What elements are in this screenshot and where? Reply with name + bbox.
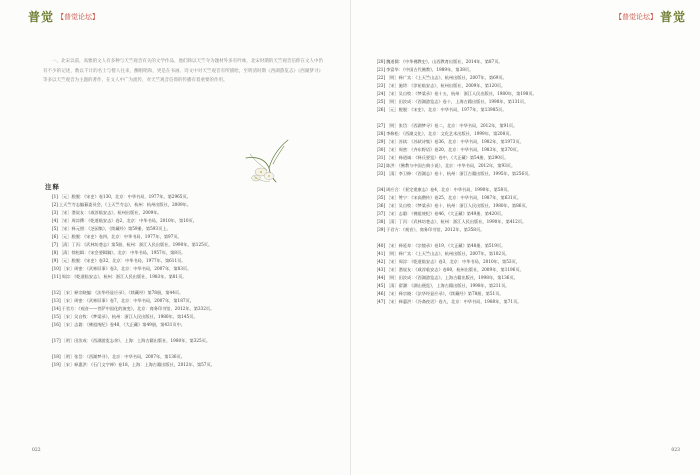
footnote-text: ［明］释广宾：《上天竺山志》，杭州出版社，2007年，第102页。 <box>386 251 510 257</box>
footnote-ref: [43] <box>376 267 386 273</box>
footnote-ref: [20] <box>376 59 386 64</box>
footnote-text: ［宋］释宗晓：《法华经显应录》，《续藏经》第78册，第51页。 <box>386 291 504 297</box>
footnote-item <box>377 122 677 130</box>
footnote-ref: [24] <box>376 91 386 97</box>
footnote-text: 周应合：《景定建康志》卷4，北京：中华书局，1990年，第58页。 <box>386 187 512 193</box>
footnote-ref: [4] <box>52 218 58 224</box>
footnote-ref: [41] <box>376 251 386 257</box>
footnote-item <box>52 273 330 289</box>
footnote-text: ［明］张岱：《西湖梦寻》，北京：中华书局，2007年，第136页。 <box>61 354 185 360</box>
footnote-item <box>377 146 677 154</box>
footnote-text: ［宋］苏轼：《苏轼诗集》卷36，北京：中华书局，1982年，第1973页。 <box>386 139 524 145</box>
footnote-text: ［元］脱脱：《宋史》卷130，北京：中华书局，1977年，第2965页。 <box>58 194 191 199</box>
journal-logo: 普觉 <box>28 10 55 24</box>
footnote-text: ［宋］释惠洪：《石门文字禅》卷18，上海：上海古籍出版社，2012年，第57页。 <box>61 362 215 368</box>
footnote-ref: [31] <box>376 155 386 161</box>
footnote-ref: [34] <box>376 187 386 193</box>
footnote-ref: [12] <box>52 290 61 296</box>
footnote-ref: [18] <box>52 354 61 360</box>
footnote-item <box>52 305 330 313</box>
footnote-text: ［清］徐松辑：《宋会要辑稿》，北京：中华书局，1957年，第8页。 <box>58 250 186 256</box>
footnote-item <box>377 226 677 242</box>
footnote-item <box>377 170 677 186</box>
footnote-text: ［清］丁丙：《武林坊巷志》，杭州：浙江人民出版社，1990年，第412页。 <box>386 219 527 225</box>
footnote-item <box>52 297 330 305</box>
footnote-item <box>377 106 677 122</box>
footnote-text: ［宋］吴自牧：《梦粱录》，杭州：浙江人民出版社，1980年，第145页。 <box>61 314 198 320</box>
footnote-ref: [29] <box>376 139 386 145</box>
footnote-text: ［明］张岱：《西湖梦寻》卷二，北京：中华书局，2012年，第91页。 <box>386 123 518 129</box>
footnote-item <box>52 225 330 233</box>
footnote-item <box>52 209 330 217</box>
footnote-text: ［宋］施谔：《淳祐临安志》，杭州出版社，2009年，第120页。 <box>386 83 506 89</box>
right-page <box>351 0 700 475</box>
footnote-item <box>52 201 330 209</box>
footnote-text: ［宋］周淙撰：《乾道临安志》卷2，北京：中华书局，2010年，第10页。 <box>58 218 197 224</box>
footnote-ref: [5] <box>52 226 58 232</box>
page-header-right <box>612 8 686 25</box>
footnote-ref: [16] <box>52 322 61 328</box>
footnote-item <box>52 193 330 201</box>
footnote-text: ［宋］周淙：《乾道临安志》卷3，北京：中华书局，2010年，第53页。 <box>386 259 520 265</box>
footnote-text: ［元］脱脱：《宋史》，北京：中华书局，1977年，第13985页。 <box>386 107 507 113</box>
footnote-text: 上天竺寺志编纂委员会，《上天竺寺志》，杭州：杭州出版社，2009年。 <box>58 202 192 208</box>
footnote-item <box>377 194 677 202</box>
footnote-item <box>377 162 677 170</box>
footnote-text: 陈洪：《佛教与中国古典小说》，北京：中华书局，2012年，第93页。 <box>386 163 516 169</box>
page-number-left: 022 <box>32 448 41 453</box>
section-tag: 【普觉论坛】 <box>57 12 100 21</box>
footnote-ref: [38] <box>376 219 386 225</box>
footnote-text: 李富华：《中国古代佛教》，1989年，第38页。 <box>386 67 474 73</box>
footnote-item <box>52 265 330 273</box>
footnote-text: ［宋］释元照：《芝园集》，《续藏经》第59册，第593页上。 <box>58 226 171 232</box>
footnote-item <box>52 241 330 249</box>
footnote-item <box>52 321 330 337</box>
footnote-item <box>377 274 677 282</box>
footnote-ref: [10] <box>52 266 61 272</box>
footnote-ref: [46] <box>376 291 386 297</box>
footnote-ref: [32] <box>376 163 386 169</box>
footnote-item <box>377 242 677 250</box>
page-header-left <box>28 8 102 25</box>
footnote-item <box>377 74 677 82</box>
footnote-ref: [6] <box>52 234 58 240</box>
footnote-text: ［宋］潜说友：《咸淳临安志》卷80，杭州出版社，2009年，第1196页。 <box>386 267 524 273</box>
footnote-text: ［宋］吴自牧：《梦粱录》卷十，杭州：浙江人民出版社，1980年，第86页。 <box>386 203 530 209</box>
footnote-item <box>52 289 330 297</box>
footnote-text: 魏道儒：《中华佛教史》，山西教育出版社，2014年，第87页。 <box>386 59 503 64</box>
footnote-ref: [36] <box>376 203 386 209</box>
footnote-text: ［宋］志磐：《佛祖统纪》卷46，《大正藏》第49册，第420页。 <box>386 211 506 217</box>
footnote-item <box>377 266 677 274</box>
footnote-ref: [44] <box>376 275 386 281</box>
footnote-item <box>52 257 330 265</box>
page-number-right: 023 <box>671 448 680 453</box>
footnote-text: ［明］田汝成：《西湖游览志余》，上海：上海古籍出版社，1980年，第325页。 <box>61 338 211 344</box>
footnote-item <box>377 258 677 266</box>
footnote-item <box>52 313 330 321</box>
footnote-text: ［元］脱脱：《宋史》卷四，北京：中华书局，1977年，第97页。 <box>58 234 182 240</box>
footnote-ref: [35] <box>376 195 386 201</box>
footnote-text: ［宋］吴自牧：《梦粱录》卷十五，杭州：浙江人民出版社，1980年，第198页。 <box>386 91 537 97</box>
footnote-item <box>52 353 330 361</box>
footnote-ref: [37] <box>376 211 386 217</box>
footnote-item <box>377 210 677 218</box>
footnote-item <box>52 217 330 225</box>
footnote-text: ［元］脱脱：《宋史》卷32，北京：中华书局，1977年，第611页。 <box>58 258 186 264</box>
footnote-item <box>52 249 330 257</box>
footnote-text: ［宋］释惠洪：《冷斋夜话》卷九，北京：中华书局，1988年，第71页。 <box>386 299 522 305</box>
footnote-item <box>377 282 677 290</box>
footnote-ref: [28] <box>376 131 386 137</box>
footnote-text: ［清］李卫修：《西湖志》卷十，杭州：浙江古籍出版社，1995年，第256页。 <box>386 171 533 177</box>
footnote-ref: [15] <box>52 314 61 320</box>
footnote-item <box>377 82 677 90</box>
footnote-ref: [9] <box>52 258 58 264</box>
footnote-ref: [23] <box>376 83 386 89</box>
footnote-text: ［宋］释延寿：《宗镜录》卷19，《大正藏》第48册，第519页。 <box>386 243 506 249</box>
footnote-item <box>377 138 677 146</box>
footnote-text: ［宋］释道诚：《释氏要览》卷中，《大正藏》第54册，第290页。 <box>386 155 509 161</box>
footnote-item <box>377 290 677 298</box>
footnote-text: ［清］丁丙：《武林坊巷志》第5册，杭州：浙江人民出版社，1990年，第125页。 <box>58 242 213 248</box>
footnote-item <box>377 90 677 98</box>
footnote-item <box>52 233 330 241</box>
footnote-text: 周淙：《乾道临安志》，杭州：浙江人民出版社，1983年，第81页。 <box>61 274 187 280</box>
footnote-item <box>377 58 677 66</box>
footnote-text: 于君方：《观音——菩萨中国化的演变》，北京：商务印书馆，2012年，第332页。 <box>61 306 215 312</box>
footnote-ref: [27] <box>376 123 386 129</box>
footnote-ref: [2] <box>52 202 58 208</box>
footnote-item <box>377 130 677 138</box>
footnote-item <box>377 186 677 194</box>
footnote-item <box>52 361 330 369</box>
footnote-ref: [17] <box>52 338 61 344</box>
notes-title: 注释 <box>45 183 60 191</box>
footnote-text: ［明］田汝成：《西湖游览志》，上海古籍出版社，1998年，第136页。 <box>386 275 518 281</box>
section-tag: 【普觉论坛】 <box>614 12 657 21</box>
footnote-item <box>377 154 677 162</box>
footnote-ref: [7] <box>52 242 58 248</box>
footnote-ref: [30] <box>376 147 386 153</box>
footnote-item <box>377 66 677 74</box>
footnote-text: ［宋］释宗晓编：《法华经显应录》，《续藏经》第78册，第44页。 <box>61 290 184 296</box>
footnote-item <box>377 298 677 306</box>
footnote-text: ［明］释广宾：《上天竺山志》，杭州出版社，2007年，第69页。 <box>386 75 507 81</box>
footnote-ref: [11] <box>52 274 61 280</box>
footnote-text: ［宋］周密：《武林旧事》卷7，北京：中华书局，2007年，第187页。 <box>61 298 194 304</box>
footnote-ref: [3] <box>52 210 58 216</box>
intro-paragraph: 一、北宋以前，高雅的文人有多种与天竺观音有关的文学作品，他们除以天竺寺为题材外多有吟咏，北宋时期的天竺观音信仰在文人中仍有不少的记述，数以千计的名士与僧人往来，酬唱唱和，更是在书画、诗文中对天竺观音有所描绘，至明清时期《西湖游览志》《西湖梦寻》等多以天竺观音为主题的著作，在文人中广为流传，对天竺观音信仰的传播有着重要的作用。 <box>43 59 323 84</box>
footnote-ref: [22] <box>376 75 386 81</box>
footnote-ref: [39] <box>376 227 386 233</box>
footnote-ref: [33] <box>376 171 386 177</box>
journal-logo: 普觉 <box>659 10 686 24</box>
footnote-ref: [19] <box>52 362 61 368</box>
footnote-item <box>377 250 677 258</box>
footnote-ref: [47] <box>376 299 386 305</box>
footnotes-list-left <box>52 193 330 369</box>
footnote-text: 于君方：《观音》，商务印书馆，2012年，第358页。 <box>386 227 485 233</box>
footnote-text: ［宋］志磐：《佛祖统纪》卷48，《大正藏》第49册，第431页中。 <box>61 322 185 328</box>
orchid-illustration <box>236 136 294 186</box>
footnotes-list-right <box>377 58 677 306</box>
footnote-text: ［宋］周密：《武林旧事》卷3，北京：中华书局，2007年，第83页。 <box>61 266 192 272</box>
footnote-item <box>52 337 330 353</box>
footnote-text: 李修松：《西湖文化》，北京：文化艺术出版社，1999年，第208页。 <box>386 131 514 137</box>
footnote-text: ［明］田汝成：《西湖游览志》卷十，上海古籍出版社，1998年，第131页。 <box>386 99 529 105</box>
footnote-ref: [21] <box>376 67 386 73</box>
footnote-ref: [14] <box>52 306 61 312</box>
footnote-ref: [25] <box>376 99 386 105</box>
footnote-ref: [40] <box>376 243 386 249</box>
footnote-item <box>377 202 677 210</box>
footnote-text: ［宋］潜说友：《咸淳临安志》，杭州出版社，2009年。 <box>58 210 162 216</box>
footnote-ref: [42] <box>376 259 386 265</box>
footnote-item <box>377 218 677 226</box>
footnote-ref: [45] <box>376 283 386 289</box>
footnote-text: ［宋］赞宁：《宋高僧传》卷25，北京：中华书局，1987年，第631页。 <box>386 195 522 201</box>
footnote-text: ［宋］周密：《齐东野语》卷20，北京：中华书局，1983年，第370页。 <box>386 147 522 153</box>
footnote-ref: [26] <box>376 107 386 113</box>
footnote-item <box>377 98 677 106</box>
footnote-ref: [13] <box>52 298 61 304</box>
footnote-ref: [1] <box>52 194 58 199</box>
footnote-ref: [8] <box>52 250 58 256</box>
footnote-text: ［清］翟灏：《湖山便览》，上海古籍出版社，1998年，第211页。 <box>386 283 510 289</box>
